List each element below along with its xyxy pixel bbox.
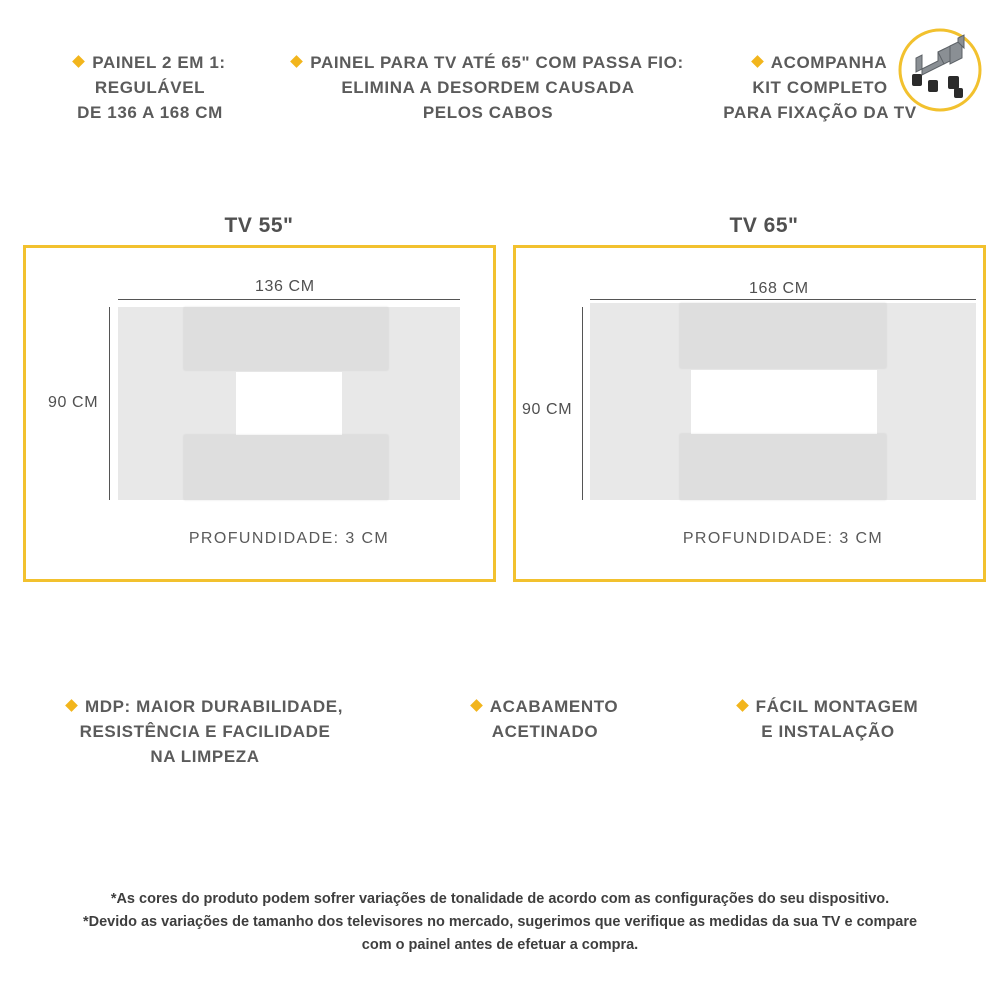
note-line: com o painel antes de efetuar a compra. (361, 937, 639, 953)
height-label: 90 CM (48, 394, 99, 411)
diamond-bullet-icon (470, 699, 483, 712)
feature-line: RESISTÊNCIA E FACILIDADE (79, 722, 331, 741)
feature-mdp (40, 694, 370, 769)
cable-opening (236, 372, 342, 435)
feature-line: ELIMINA A DESORDEM CAUSADA (341, 78, 635, 97)
note-line: *Devido as variações de tamanho dos televisores no mercado, sugerimos que verifique as medidas da sua TV e compare (82, 914, 918, 930)
panel-body (590, 303, 976, 500)
height-dimension-line (109, 307, 110, 500)
lower-shelf-block (184, 435, 388, 500)
feature-easy-assembly (718, 694, 938, 744)
feature-mounting-kit (712, 50, 928, 125)
panel-title-55: TV 55" (224, 214, 294, 237)
feature-line: ACETINADO (491, 722, 599, 741)
cable-opening (691, 370, 877, 434)
depth-label: PROFUNDIDADE: 3 CM (682, 530, 884, 547)
upper-shelf-block (184, 307, 388, 370)
feature-line: REGULÁVEL (94, 78, 206, 97)
feature-line: PARA FIXAÇÃO DA TV (723, 103, 917, 122)
disclaimer-notes (0, 888, 1000, 957)
feature-line: FÁCIL MONTAGEM (755, 697, 919, 716)
mounting-kit-icon (898, 28, 982, 112)
feature-line: ACABAMENTO (489, 697, 619, 716)
depth-label: PROFUNDIDADE: 3 CM (188, 530, 390, 547)
feature-line: PAINEL PARA TV ATÉ 65" COM PASSA FIO: (310, 53, 684, 72)
feature-line: DE 136 A 168 CM (77, 103, 223, 122)
panel-body (118, 307, 460, 500)
diamond-bullet-icon (65, 699, 78, 712)
feature-line: KIT COMPLETO (752, 78, 888, 97)
feature-panel-2-in-1 (60, 50, 240, 125)
feature-line: NA LIMPEZA (150, 747, 260, 766)
width-label: 136 CM (255, 278, 315, 295)
note-line: *As cores do produto podem sofrer variações de tonalidade de acordo com as configurações do seu dispositivo. (110, 891, 890, 907)
upper-shelf-block (680, 303, 886, 368)
feature-line: PAINEL 2 EM 1: (92, 53, 226, 72)
width-label: 168 CM (749, 280, 809, 297)
lower-shelf-block (680, 434, 886, 500)
panel-title-65: TV 65" (729, 214, 799, 237)
diamond-bullet-icon (290, 55, 303, 68)
feature-cable-pass (278, 50, 698, 125)
height-label: 90 CM (522, 401, 573, 418)
diamond-bullet-icon (736, 699, 749, 712)
feature-line: ACOMPANHA (770, 53, 888, 72)
width-dimension-line (118, 299, 460, 300)
feature-line: PELOS CABOS (422, 103, 554, 122)
feature-finish (455, 694, 635, 744)
feature-line: E INSTALAÇÃO (761, 722, 895, 741)
height-dimension-line (582, 307, 583, 500)
diamond-bullet-icon (751, 55, 764, 68)
width-dimension-line (590, 299, 976, 300)
feature-line: MDP: MAIOR DURABILIDADE, (84, 697, 344, 716)
diamond-bullet-icon (72, 55, 85, 68)
